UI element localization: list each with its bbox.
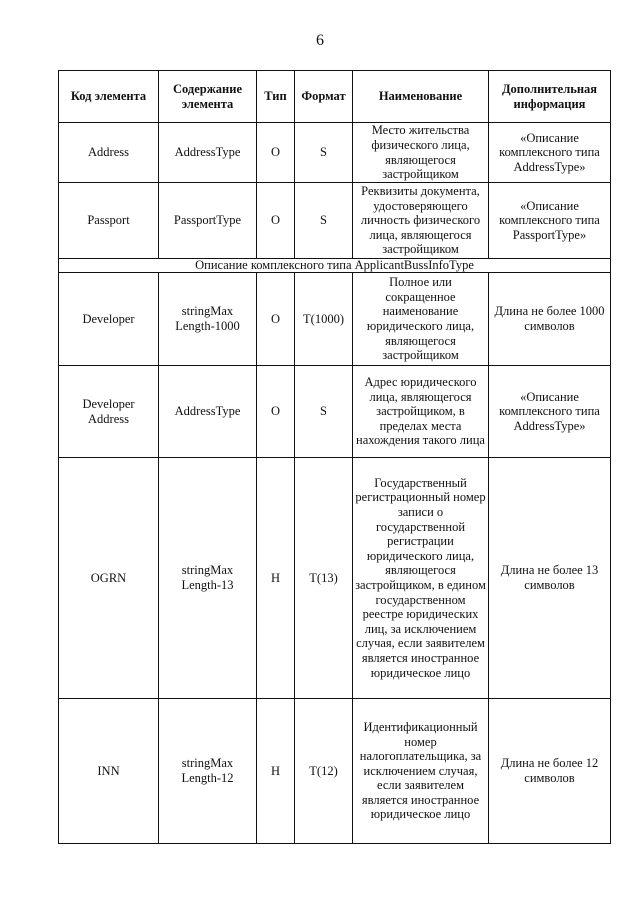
cell-type: Н xyxy=(257,699,295,844)
header-name: Наименование xyxy=(353,71,489,123)
cell-element-content: stringMax Length-13 xyxy=(159,458,257,699)
cell-element-content: stringMax Length-1000 xyxy=(159,273,257,366)
cell-format: S xyxy=(295,183,353,259)
cell-name: Место жительства физического лица, являющегося застройщиком xyxy=(353,123,489,183)
cell-format: T(13) xyxy=(295,458,353,699)
cell-type: О xyxy=(257,273,295,366)
table-header-row xyxy=(59,71,611,123)
header-format: Формат xyxy=(295,71,353,123)
section-title: Описание комплексного типа ApplicantBussInfoType xyxy=(59,259,611,273)
cell-name: Идентификационный номер налогоплательщика, за исключением случая, если заявителем является иностранное юридическое лицо xyxy=(353,699,489,844)
cell-additional-info: «Описание комплексного типа PassportType» xyxy=(489,183,611,259)
cell-element-code: Developer Address xyxy=(59,366,159,458)
cell-additional-info: Длина не более 1000 символов xyxy=(489,273,611,366)
header-additional-info: Дополнительная информация xyxy=(489,71,611,123)
section-row xyxy=(59,259,611,273)
cell-element-code: Developer xyxy=(59,273,159,366)
cell-element-code: OGRN xyxy=(59,458,159,699)
table-row xyxy=(59,183,611,259)
table-row xyxy=(59,699,611,844)
cell-type: О xyxy=(257,366,295,458)
cell-format: T(1000) xyxy=(295,273,353,366)
cell-additional-info: Длина не более 12 символов xyxy=(489,699,611,844)
cell-additional-info: Длина не более 13 символов xyxy=(489,458,611,699)
cell-format: S xyxy=(295,123,353,183)
cell-additional-info: «Описание комплексного типа AddressType» xyxy=(489,123,611,183)
cell-element-content: stringMax Length-12 xyxy=(159,699,257,844)
header-element-code: Код элемента xyxy=(59,71,159,123)
cell-name: Полное или сокращенное наименование юридического лица, являющегося застройщиком xyxy=(353,273,489,366)
cell-element-code: Passport xyxy=(59,183,159,259)
cell-element-content: PassportType xyxy=(159,183,257,259)
cell-element-content: AddressType xyxy=(159,123,257,183)
cell-name: Реквизиты документа, удостоверяющего личность физического лица, являющегося застройщиком xyxy=(353,183,489,259)
elements-table xyxy=(58,70,611,844)
table-row xyxy=(59,366,611,458)
cell-element-content: AddressType xyxy=(159,366,257,458)
table-row xyxy=(59,458,611,699)
cell-name: Государственный регистрационный номер записи о государственной регистрации юридического лица, являющегося застройщиком, в едином государственном реестре юридических лиц, за исключением случая, если заявителем является иностранное юридическое лицо xyxy=(353,458,489,699)
header-element-content: Содержание элемента xyxy=(159,71,257,123)
cell-format: T(12) xyxy=(295,699,353,844)
cell-name: Адрес юридического лица, являющегося застройщиком, в пределах места нахождения такого лица xyxy=(353,366,489,458)
cell-additional-info: «Описание комплексного типа AddressType» xyxy=(489,366,611,458)
header-type: Тип xyxy=(257,71,295,123)
cell-type: Н xyxy=(257,458,295,699)
cell-type: О xyxy=(257,123,295,183)
page-number: 6 xyxy=(316,32,324,49)
cell-element-code: INN xyxy=(59,699,159,844)
table-row xyxy=(59,123,611,183)
table-row xyxy=(59,273,611,366)
cell-type: О xyxy=(257,183,295,259)
cell-element-code: Address xyxy=(59,123,159,183)
cell-format: S xyxy=(295,366,353,458)
